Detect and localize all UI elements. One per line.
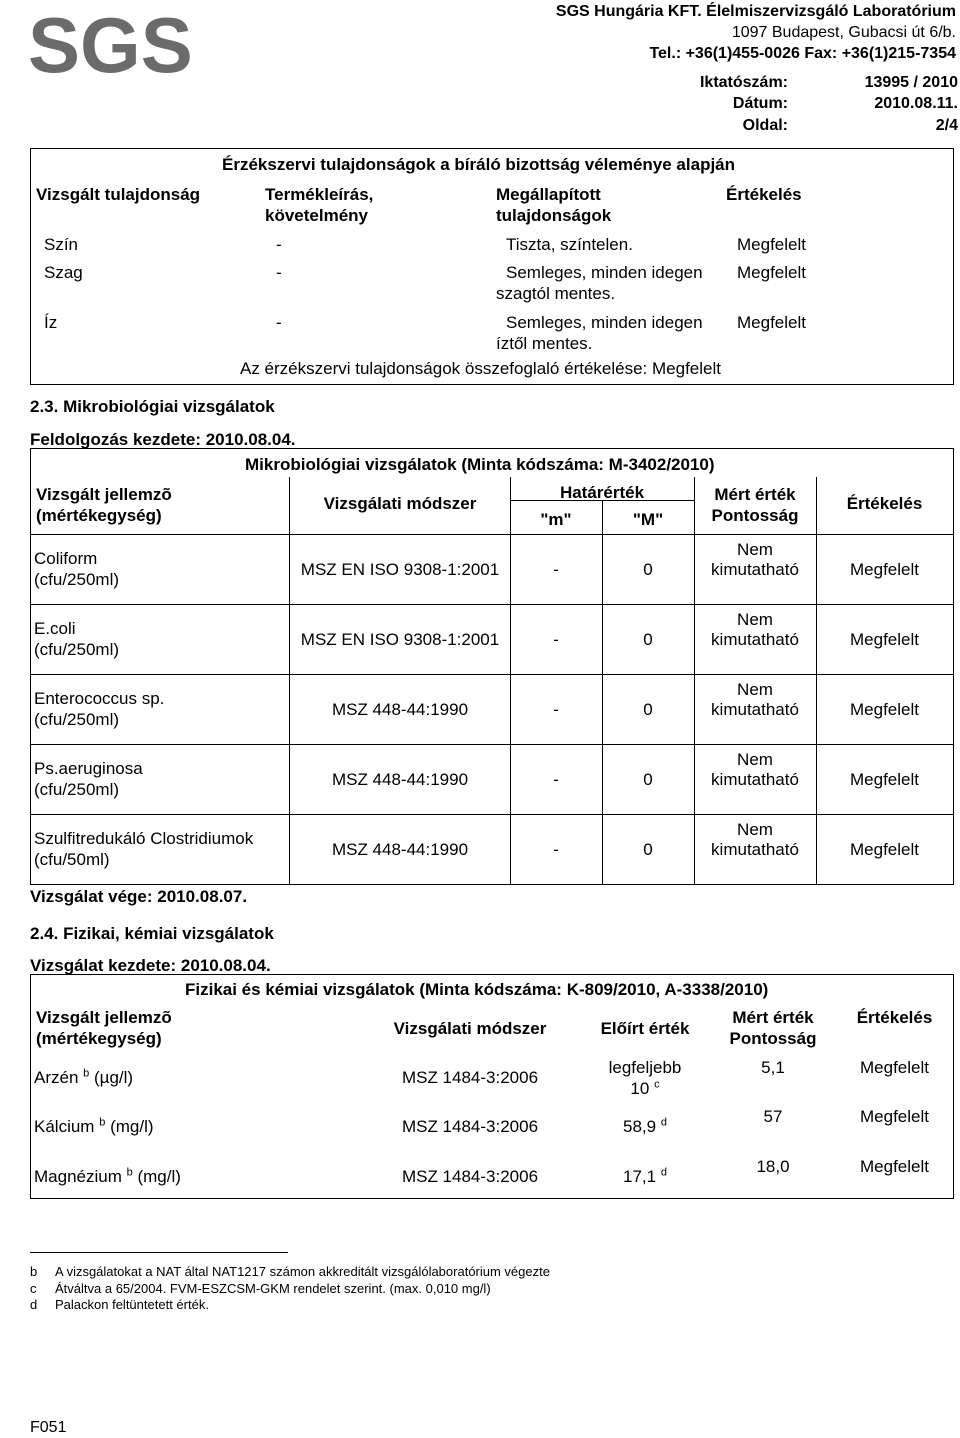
chem-row-limit: 17,1 $^d$ xyxy=(623,1166,667,1186)
chem-section-title: 2.4. Fizikai, kémiai vizsgálatok xyxy=(30,924,274,943)
micro-row-m: - xyxy=(553,840,559,859)
micro-row-eval: Megfelelt xyxy=(850,560,919,579)
iktato-value: 13995 / 2010 xyxy=(864,74,958,91)
micro-row-measured-1: Nem xyxy=(737,610,773,629)
chem-col-param-1: Vizsgált jellemzõ xyxy=(36,1008,172,1027)
sensory-row-found-cont: szagtól mentes. xyxy=(496,284,616,303)
micro-row-param: Coliform xyxy=(34,549,98,568)
sensory-row-found: Tiszta, színtelen. xyxy=(506,235,633,254)
footnote-rule xyxy=(30,1252,288,1253)
chem-row-measured: 18,0 xyxy=(756,1157,790,1176)
form-code: F051 xyxy=(30,1419,67,1436)
footnote-text: Átváltva a 65/2004. FVM-ESZCSM-GKM rendelet szerint. (max. 0,010 mg/l) xyxy=(55,1281,491,1296)
chem-row-limit: 58,9 $^d$ xyxy=(623,1116,667,1136)
sensory-row-property: Szag xyxy=(44,263,83,282)
micro-col-param-1: Vizsgált jellemzõ xyxy=(36,485,172,504)
micro-row-m: - xyxy=(553,630,559,649)
micro-row-M: 0 xyxy=(643,700,653,719)
sensory-row-desc: - xyxy=(276,235,282,254)
sensory-row-property: Íz xyxy=(44,313,58,332)
sgs-logo xyxy=(28,10,193,82)
footnote-text: Palackon feltüntetett érték. xyxy=(55,1297,209,1312)
chem-row-eval: Megfelelt xyxy=(860,1058,929,1077)
chem-col-measured-1: Mért érték xyxy=(732,1008,814,1027)
chem-row-method: MSZ 1484-3:2006 xyxy=(401,1068,539,1087)
svg-text:SGS: SGS xyxy=(28,10,193,82)
chem-row-param: Arzén $^b$ (µg/l) xyxy=(34,1067,134,1087)
micro-row-measured-2: kimutatható xyxy=(711,770,799,789)
chem-row-eval: Megfelelt xyxy=(860,1107,929,1126)
sensory-row-eval: Megfelelt xyxy=(737,313,806,332)
chem-col-measured-2: Pontosság xyxy=(729,1029,817,1048)
chem-row-param: Kálcium $^b$ (mg/l) xyxy=(34,1116,154,1136)
chem-row-eval: Megfelelt xyxy=(860,1157,929,1176)
chem-col-param-2: (mértékegység) xyxy=(36,1029,162,1048)
sensory-row-found-cont: íztől mentes. xyxy=(496,334,593,353)
micro-row-eval: Megfelelt xyxy=(850,840,919,859)
micro-end: Vizsgálat vége: 2010.08.07. xyxy=(30,887,248,906)
micro-row-method: MSZ 448-44:1990 xyxy=(331,700,469,719)
micro-row-M: 0 xyxy=(643,630,653,649)
chem-start: Vizsgálat kezdete: 2010.08.04. xyxy=(30,956,271,975)
sensory-row-found: Semleges, minden idegen xyxy=(506,313,703,332)
micro-row-measured-1: Nem xyxy=(737,820,773,839)
sensory-col-desc-2: követelmény xyxy=(265,206,368,225)
micro-col-m: "m" xyxy=(540,510,572,529)
sensory-col-found-1: Megállapított xyxy=(496,185,601,204)
company-contact: Tel.: +36(1)455-0026 Fax: +36(1)215-7354 xyxy=(649,45,956,62)
sensory-row-eval: Megfelelt xyxy=(737,235,806,254)
datum-value: 2010.08.11. xyxy=(874,95,958,112)
micro-row-M: 0 xyxy=(643,770,653,789)
micro-row-unit: (cfu/250ml) xyxy=(34,780,120,799)
oldal-value: 2/4 xyxy=(935,117,958,134)
chem-col-limit: Előírt érték xyxy=(600,1019,690,1038)
company-address: 1097 Budapest, Gubacsi út 6/b. xyxy=(731,24,956,41)
micro-row-measured-2: kimutatható xyxy=(711,630,799,649)
micro-row-m: - xyxy=(553,700,559,719)
sensory-row-property: Szín xyxy=(44,235,79,254)
micro-caption: Mikrobiológiai vizsgálatok (Minta kódszáma: M-3402/2010) xyxy=(245,455,715,474)
micro-row-unit: (cfu/250ml) xyxy=(34,570,120,589)
micro-row-measured-2: kimutatható xyxy=(711,840,799,859)
micro-row-M: 0 xyxy=(643,560,653,579)
micro-col-measured-2: Pontosság xyxy=(711,506,799,525)
micro-row-eval: Megfelelt xyxy=(850,630,919,649)
micro-row-measured-1: Nem xyxy=(737,750,773,769)
micro-row-param: E.coli xyxy=(34,619,76,638)
chem-col-eval: Értékelés xyxy=(856,1008,933,1027)
micro-row-measured-2: kimutatható xyxy=(711,700,799,719)
chem-row-measured: 57 xyxy=(763,1107,783,1126)
sensory-row-found: Semleges, minden idegen xyxy=(506,263,703,282)
sensory-col-desc-1: Termékleírás, xyxy=(265,185,374,204)
micro-row-m: - xyxy=(553,560,559,579)
iktato-label: Iktatószám: xyxy=(699,74,788,91)
micro-row-method: MSZ EN ISO 9308-1:2001 xyxy=(300,630,500,649)
sensory-col-eval: Értékelés xyxy=(726,185,802,204)
sensory-col-property: Vizsgált tulajdonság xyxy=(36,185,201,204)
footnote-mark: c xyxy=(30,1281,37,1296)
micro-row-unit: (cfu/250ml) xyxy=(34,640,120,659)
chem-row-limit: legfeljebb xyxy=(608,1058,682,1077)
micro-row-param: Enterococcus sp. xyxy=(34,689,165,708)
chem-row-limit-cont: 10 $^c$ xyxy=(630,1078,660,1098)
micro-section-title: 2.3. Mikrobiológiai vizsgálatok xyxy=(30,397,275,416)
micro-row-unit: (cfu/250ml) xyxy=(34,710,120,729)
sensory-col-found-2: tulajdonságok xyxy=(496,206,612,225)
chem-row-measured: 5,1 xyxy=(761,1058,785,1077)
micro-row-eval: Megfelelt xyxy=(850,770,919,789)
micro-row-M: 0 xyxy=(643,840,653,859)
sensory-row-desc: - xyxy=(276,263,282,282)
micro-col-limit: Határérték xyxy=(559,483,645,502)
micro-row-measured-1: Nem xyxy=(737,540,773,559)
micro-start: Feldolgozás kezdete: 2010.08.04. xyxy=(30,430,296,449)
micro-row-param: Szulfitredukáló Clostridiumok xyxy=(34,829,254,848)
sensory-row-desc: - xyxy=(276,313,282,332)
micro-row-method: MSZ 448-44:1990 xyxy=(331,840,469,859)
datum-label: Dátum: xyxy=(732,95,788,112)
micro-row-measured-1: Nem xyxy=(737,680,773,699)
micro-row-method: MSZ EN ISO 9308-1:2001 xyxy=(300,560,500,579)
micro-col-M: "M" xyxy=(632,510,664,529)
micro-row-unit: (cfu/50ml) xyxy=(34,850,110,869)
footnote-mark: b xyxy=(30,1264,38,1279)
company-name: SGS Hungária KFT. Élelmiszervizsgáló Laboratórium xyxy=(555,3,956,20)
micro-row-param: Ps.aeruginosa xyxy=(34,759,143,778)
micro-col-measured-1: Mért érték xyxy=(714,485,796,504)
micro-row-measured-2: kimutatható xyxy=(711,560,799,579)
micro-row-eval: Megfelelt xyxy=(850,700,919,719)
micro-col-method: Vizsgálati módszer xyxy=(323,494,477,513)
oldal-label: Oldal: xyxy=(742,117,788,134)
sensory-caption: Érzékszervi tulajdonságok a bíráló bizottság véleménye alapján xyxy=(222,155,736,174)
micro-row-method: MSZ 448-44:1990 xyxy=(331,770,469,789)
footnote-text: A vizsgálatokat a NAT által NAT1217 számon akkreditált vizsgálólaboratórium végezte xyxy=(55,1264,550,1279)
chem-row-method: MSZ 1484-3:2006 xyxy=(401,1167,539,1186)
chem-row-method: MSZ 1484-3:2006 xyxy=(401,1117,539,1136)
micro-row-m: - xyxy=(553,770,559,789)
chem-caption: Fizikai és kémiai vizsgálatok (Minta kódszáma: K-809/2010, A-3338/2010) xyxy=(185,980,769,999)
sensory-summary: Az érzékszervi tulajdonságok összefoglaló értékelése: Megfelelt xyxy=(240,359,721,378)
micro-col-param-2: (mértékegység) xyxy=(36,506,162,525)
chem-row-param: Magnézium $^b$ (mg/l) xyxy=(34,1166,181,1186)
footnote-mark: d xyxy=(30,1297,38,1312)
micro-col-eval: Értékelés xyxy=(846,494,923,513)
chem-col-method: Vizsgálati módszer xyxy=(393,1019,547,1038)
sensory-row-eval: Megfelelt xyxy=(737,263,806,282)
